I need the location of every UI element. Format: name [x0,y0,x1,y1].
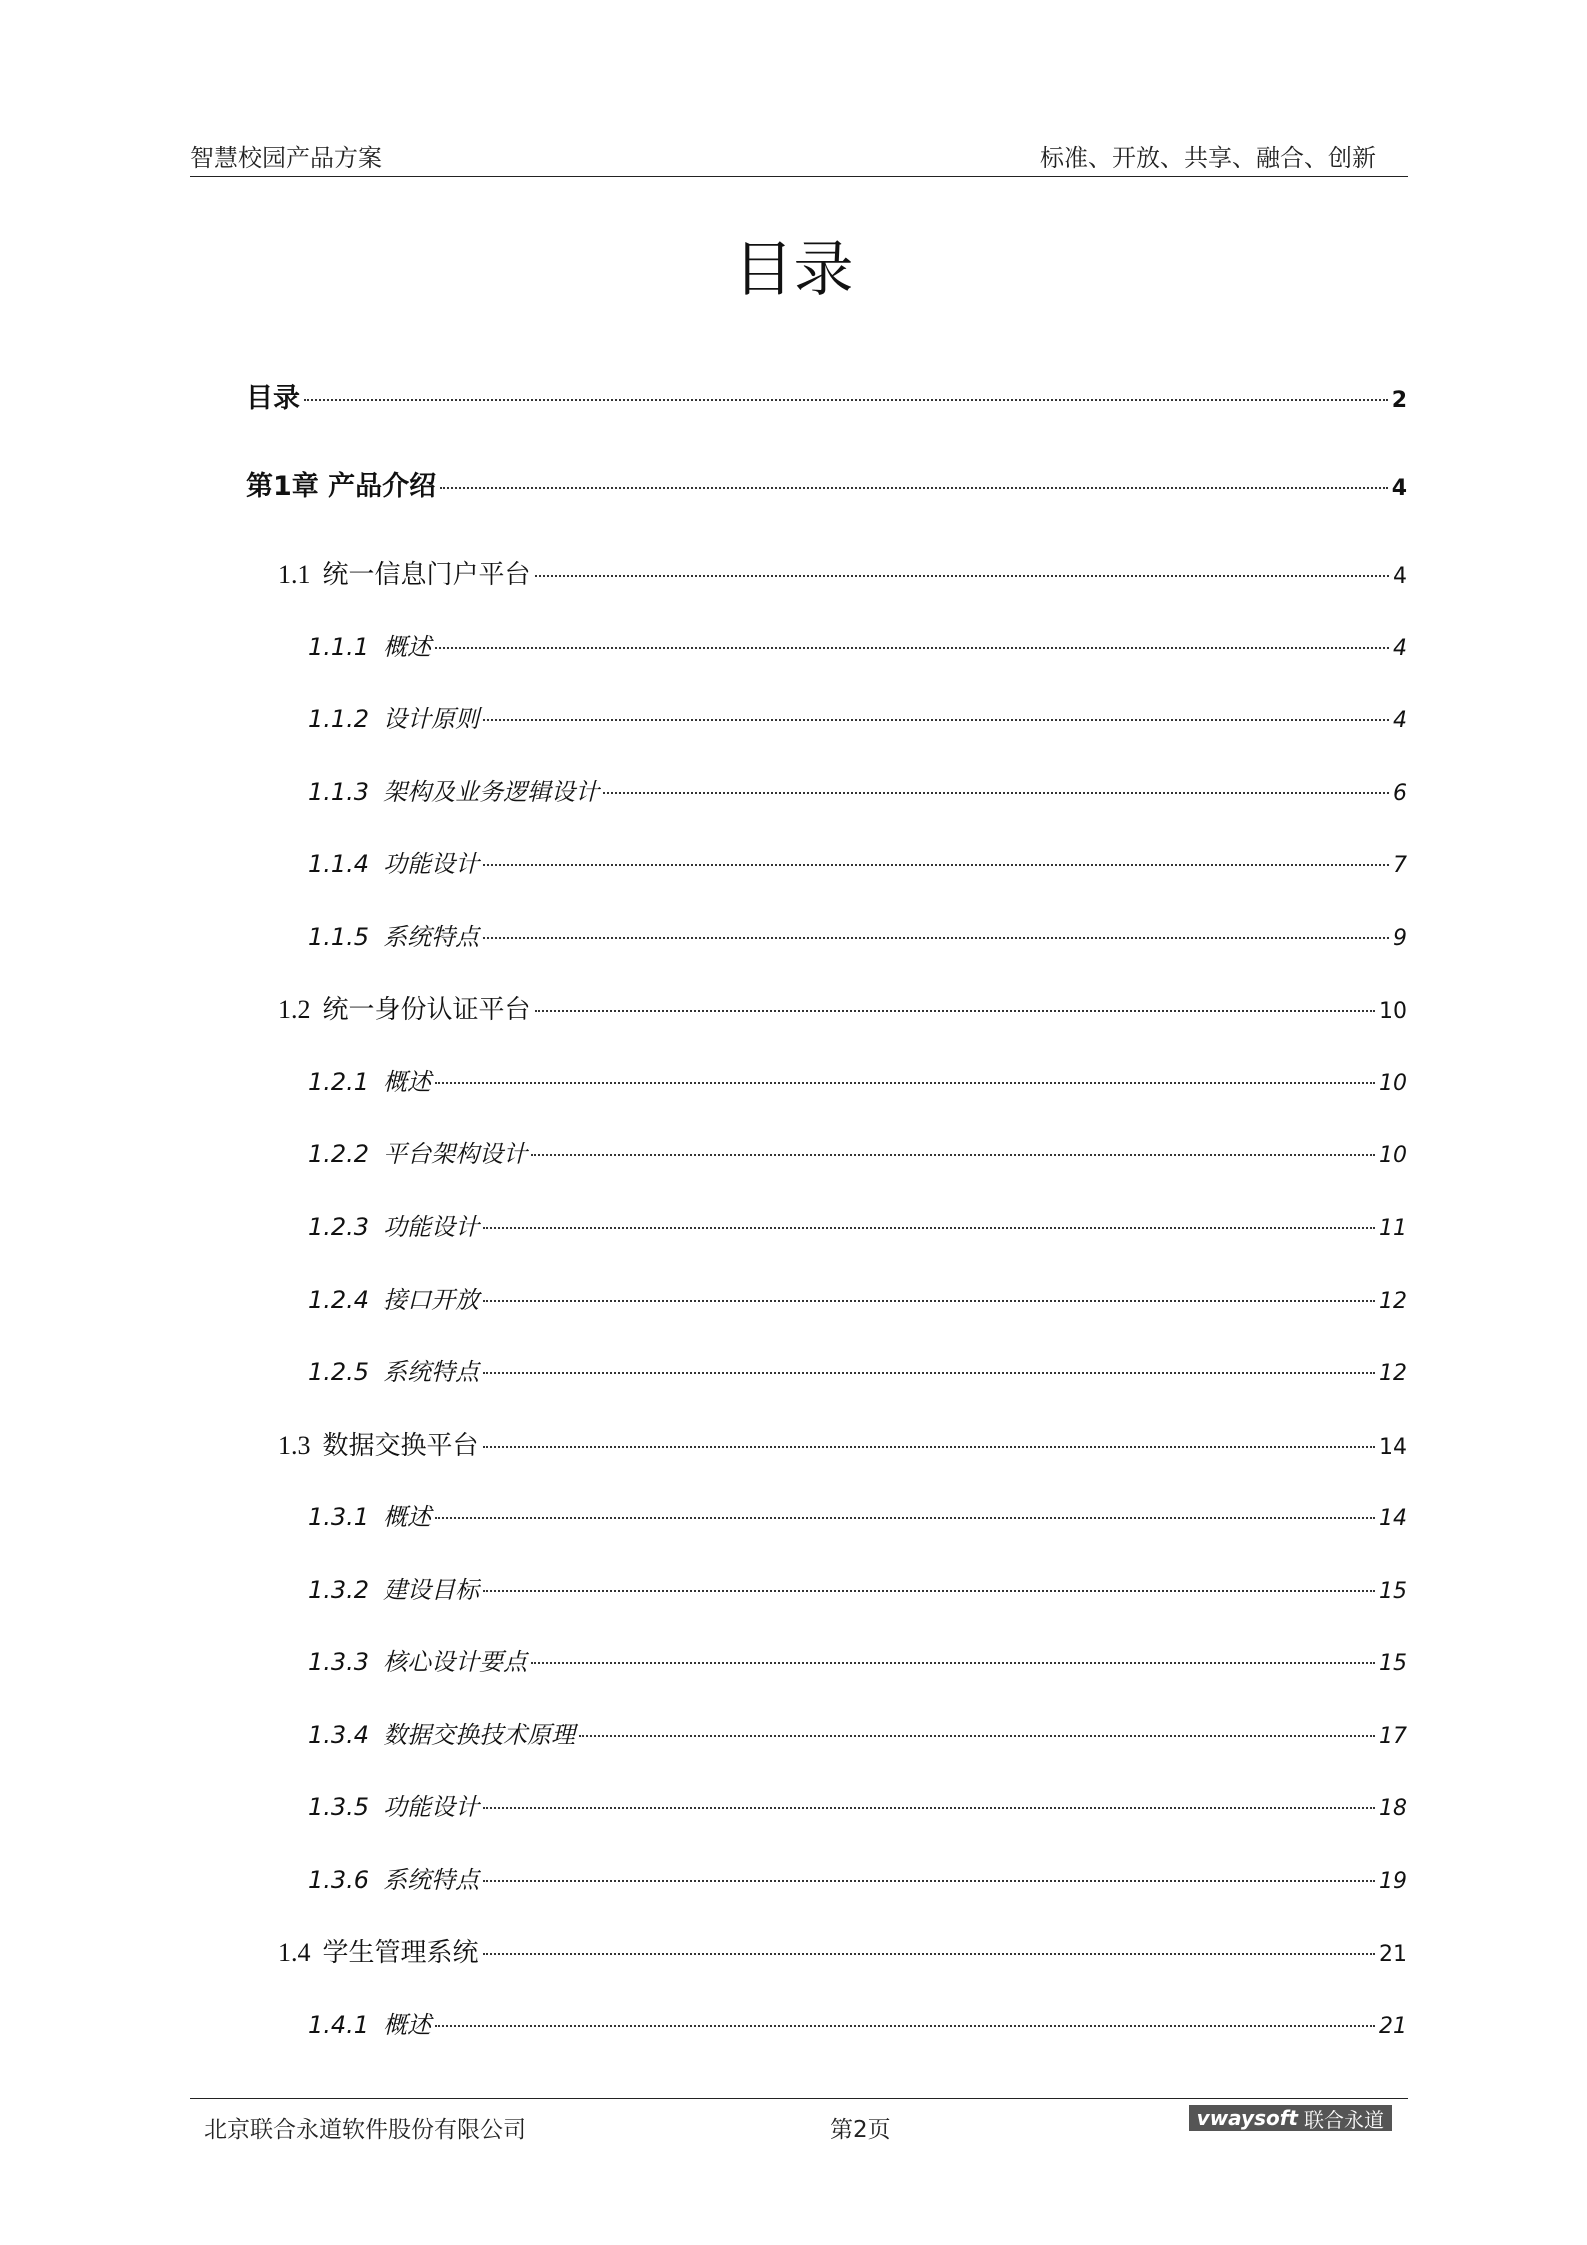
toc-entry-number: 1.1.5 [308,922,370,951]
toc-entry-label [278,1932,479,1969]
toc-entry[interactable] [308,1134,1407,1174]
toc-entry[interactable] [308,1787,1407,1827]
toc-entry-text: 系统特点 [383,1358,480,1387]
toc-dot-leader [435,1082,1375,1084]
toc-entry-label [308,1860,479,1895]
toc-entry-text: 核心设计要点 [383,1648,528,1677]
toc-entry-label [278,989,531,1026]
toc-entry-number: 1.3 [278,1430,311,1460]
toc-dot-leader [483,1880,1375,1882]
toc-entry-number: 1.1 [278,560,311,589]
toc-entry-page: 14 [1379,1434,1407,1460]
toc-entry-page: 12 [1379,1361,1407,1387]
footer-page-number: 第2页 [830,2117,891,2143]
toc-entry-label [246,464,436,503]
toc-entry-page: 21 [1379,1942,1407,1968]
toc-entry-text: 概述 [383,632,432,661]
toc-entry[interactable] [308,1497,1407,1537]
toc-entry-page: 6 [1393,780,1407,806]
toc-dot-leader [535,1010,1375,1012]
toc-entry-number: 1.2.2 [308,1140,370,1169]
toc-dot-leader [579,1735,1375,1737]
toc-entry-page: 17 [1379,1723,1407,1749]
toc-entry[interactable] [278,1425,1407,1465]
toc-dot-leader [483,1372,1375,1374]
toc-entry-number: 1.1.2 [308,705,370,734]
toc-entry-label [308,1497,431,1532]
toc-dot-leader [483,1953,1375,1955]
toc-entry-label [278,1425,479,1462]
toc-entry[interactable] [246,376,1407,416]
toc-dot-leader [531,1154,1375,1156]
toc-entry-label [308,1352,479,1387]
toc-entry[interactable] [308,699,1407,739]
toc-dot-leader [483,1446,1375,1448]
toc-entry-page: 4 [1393,564,1407,589]
toc-entry-text: 统一信息门户平台 [322,560,531,590]
toc-entry-label [308,699,479,734]
toc-entry-number: 1.2.5 [308,1358,370,1387]
toc-entry-label [308,1570,479,1605]
toc-entry-text: 统一身份认证平台 [322,995,531,1026]
toc-dot-leader [535,575,1389,577]
toc-entry-label [308,1280,479,1315]
toc-entry[interactable] [308,627,1407,667]
page-footer [190,2098,1408,2149]
toc-entry-number: 1.3.4 [308,1720,370,1749]
toc-entry-page: 15 [1379,1578,1407,1604]
toc-dot-leader [435,1517,1375,1519]
toc-entry-text: 概述 [383,2011,432,2039]
toc-entry[interactable] [308,2005,1407,2045]
toc-entry-text: 功能设计 [383,1793,480,1822]
toc-entry-text: 概述 [383,1503,432,1532]
toc-entry-number: 1.4.1 [308,2011,370,2039]
toc-entry-page: 10 [1379,999,1407,1025]
toc-entry-page: 7 [1393,853,1407,879]
toc-dot-leader [483,1807,1375,1809]
toc-entry-text: 建设目标 [383,1575,480,1604]
toc-entry-page: 10 [1379,1143,1407,1169]
toc-dot-leader [483,1227,1375,1229]
toc-entry-number: 1.2.4 [308,1285,370,1314]
toc-dot-leader [603,792,1389,794]
toc-entry-page: 19 [1379,1868,1407,1894]
toc-entry-label [308,1715,575,1750]
toc-title: 目录 [733,235,854,305]
toc-entry-page: 14 [1379,1506,1407,1532]
toc-entry[interactable] [246,464,1407,504]
toc-entry-label [308,772,599,807]
toc-entry-text: 系统特点 [383,1865,480,1894]
toc-entry-page: 18 [1379,1796,1407,1822]
toc-entry-page: 12 [1379,1288,1407,1314]
toc-entry[interactable] [308,1280,1407,1320]
toc-entry-page: 15 [1379,1651,1407,1677]
toc-entry-number: 1.4 [278,1938,311,1968]
toc-dot-leader [483,1590,1375,1592]
toc-dot-leader [531,1662,1375,1664]
toc-entry[interactable] [308,1207,1407,1247]
toc-dot-leader [304,399,1388,401]
toc-entry-label [308,627,431,662]
toc-entry-text: 功能设计 [383,850,480,879]
toc-entry-page: 11 [1379,1215,1407,1241]
toc-dot-leader [483,719,1389,721]
toc-entry-page: 4 [1393,635,1407,661]
toc-entry-text: 架构及业务逻辑设计 [383,777,600,806]
toc-entry[interactable] [308,844,1407,884]
toc-entry-label [308,1062,431,1097]
toc-dot-leader [440,487,1388,489]
toc-entry[interactable] [308,772,1407,812]
toc-entry[interactable] [308,917,1407,957]
toc-entry-label [308,1207,479,1242]
toc-entry-text: 数据交换平台 [322,1430,479,1461]
toc-entry-text: 第1章 产品介绍 [246,471,437,502]
toc-entry[interactable] [308,1570,1407,1610]
toc-dot-leader [483,1300,1375,1302]
toc-dot-leader [435,647,1389,649]
toc-entry[interactable] [278,554,1407,594]
header-document-title: 智慧校园产品方案 [190,144,382,172]
toc-entry-page: 2 [1391,388,1407,413]
toc-entry[interactable] [308,1352,1407,1392]
toc-entry[interactable] [278,1932,1407,1972]
logo-chinese-text: 联合永道 [1304,2107,1384,2132]
toc-entry-text: 平台架构设计 [383,1140,528,1169]
logo-brand-text: vwaysoft [1196,2106,1298,2130]
toc-entry[interactable] [308,1860,1407,1900]
toc-entry-number: 1.2.3 [308,1212,370,1241]
toc-entry-page: 4 [1393,708,1407,734]
toc-entry[interactable] [308,1062,1407,1102]
toc-dot-leader [483,864,1389,866]
company-logo [1189,2105,1392,2131]
footer-company-name: 北京联合永道软件股份有限公司 [204,2117,526,2143]
toc-entry-label [246,376,300,415]
toc-entry-text: 系统特点 [383,922,480,951]
toc-entry-label [308,917,479,952]
toc-entry-text: 设计原则 [383,705,480,734]
toc-entry[interactable] [308,1642,1407,1682]
toc-entry-number: 1.1.1 [308,632,370,661]
toc-entry[interactable] [278,989,1407,1029]
toc-entry-text: 数据交换技术原理 [383,1720,576,1749]
toc-dot-leader [435,2025,1375,2027]
toc-entry-number: 1.3.1 [308,1503,370,1532]
toc-entry-page: 9 [1393,925,1407,951]
toc-entry-number: 1.2.1 [308,1067,370,1096]
toc-entry-label [308,1642,527,1677]
toc-entry-number: 1.3.6 [308,1865,370,1894]
toc-entry-label [308,1134,527,1169]
toc-dot-leader [483,937,1389,939]
toc-entry-page: 10 [1379,1070,1407,1096]
toc-entry-page: 21 [1379,2014,1407,2039]
toc-entry-label [308,1787,479,1822]
header-slogan: 标准、开放、共享、融合、创新 [1040,144,1376,172]
toc-entry-number: 1.3.3 [308,1648,370,1677]
toc-entry[interactable] [308,1715,1407,1755]
toc-entry-text: 目录 [246,383,300,414]
toc-entry-page: 4 [1391,476,1407,501]
toc-entry-number: 1.3.5 [308,1793,370,1822]
toc-entry-label [308,844,479,879]
toc-entry-number: 1.2 [278,995,311,1025]
toc-entry-label [278,554,531,591]
toc-entry-number: 1.1.4 [308,850,370,879]
toc-entry-text: 接口开放 [383,1285,480,1314]
toc-entry-text: 学生管理系统 [322,1938,479,1969]
toc-entry-number: 1.1.3 [308,777,370,806]
toc-entry-text: 概述 [383,1067,432,1096]
toc-entry-number: 1.3.2 [308,1575,370,1604]
toc-entry-label [308,2005,431,2040]
toc-entry-text: 功能设计 [383,1212,480,1241]
